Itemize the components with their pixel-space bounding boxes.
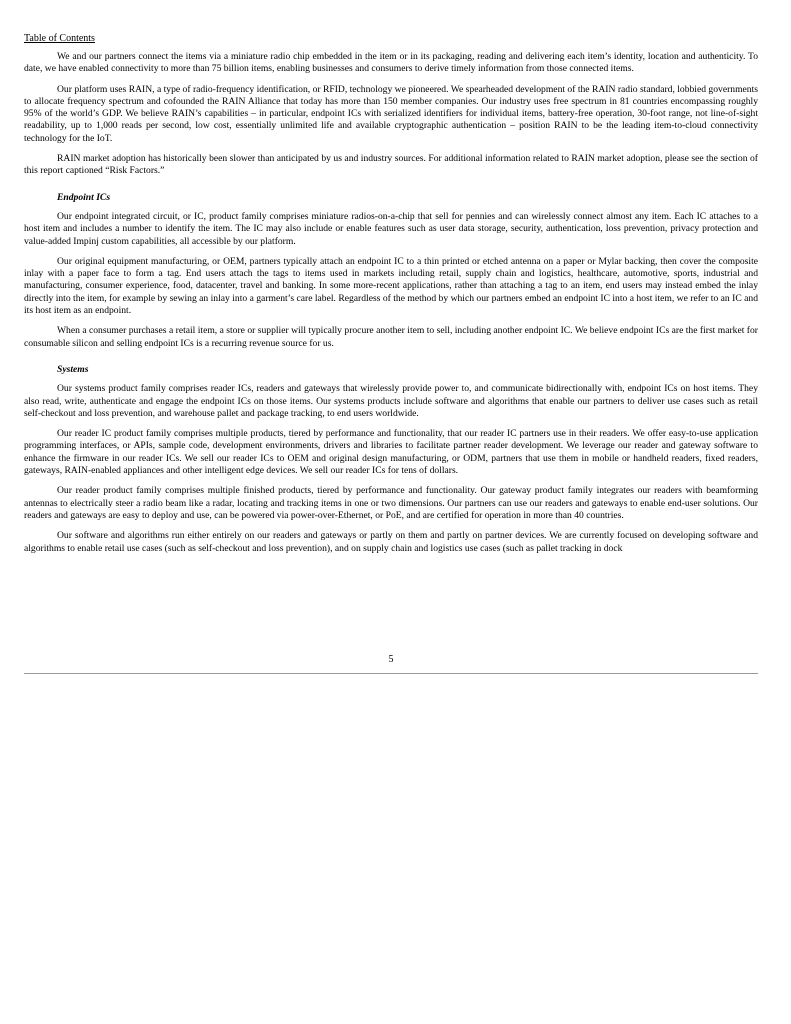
paragraph-reader-ic-family: Our reader IC product family comprises multiple products, tiered by performance and functionality, that our reader IC partners use in their readers. We offer easy-to-use application programming interfaces, or APIs, sample code, development environments, drivers and libraries to facilitate partner reader development. We leverage our reader and gateway software to enhance the firmware in our reader ICs. We sell our reader ICs to OEM and original design manufacturing, or ODM, partners that use them in mobile or handheld readers, fixed readers, gateways, RAIN-enabled appliances and other intelligent edge devices. We sell our reader ICs for tens of dollars. <box>24 428 758 477</box>
page-number: 5 <box>388 654 394 665</box>
paragraph-rain-adoption: RAIN market adoption has historically been slower than anticipated by us and industry sources. For additional information related to RAIN market adoption, please see the section of this report captioned “Risk Factors.” <box>24 153 758 177</box>
paragraph-rain-platform: Our platform uses RAIN, a type of radio-frequency identification, or RFID, technology we pioneered. We spearheaded development of the RAIN radio standard, lobbied governments to allocate frequency spectrum and cofounded the RAIN Alliance that today has more than 150 member companies. Our industry uses free spectrum in 81 countries encompassing roughly 95% of the world’s GDP. We believe RAIN’s capabilities – in particular, endpoint ICs with serialized identifiers for individual items, battery-free operation, 30-foot range, not line-of-sight readability, up to 1,000 reads per second, low cost, essentially unlimited life and available cryptographic authentication – position RAIN to be the leading item-to-cloud connectivity technology for the IoT. <box>24 83 758 144</box>
section-heading-systems: Systems <box>57 363 89 375</box>
section-heading-endpoint-ics: Endpoint ICs <box>57 191 111 203</box>
paragraph-endpoint-ic-family: Our endpoint integrated circuit, or IC, product family comprises miniature radios-on-a-chip that sell for pennies and can wirelessly connect almost any item. Each IC attaches to a host item and includes a number to identify the item. The IC may also include or enable features such as user data storage, security, authentication, loss prevention, privacy protection and value-added Impinj custom capabilities, all accessible by our platform. <box>24 210 758 247</box>
paragraph-reader-gateway-family: Our reader product family comprises multiple finished products, tiered by performance and functionality. Our gateway product family integrates our readers with beamforming antennas to electrically steer a radio beam like a radar, locating and tracking items in one or two dimensions. Our partners can use our readers and gateways to enable end-user solutions. Our readers and gateways are easy to deploy and use, can be powered via power-over-Ethernet, or PoE, and are certified for operation in more than 40 countries. <box>24 485 758 521</box>
document-page <box>24 28 758 563</box>
table-of-contents-link[interactable]: Table of Contents <box>24 33 95 44</box>
paragraph-systems-family: Our systems product family comprises reader ICs, readers and gateways that wirelessly provide power to, and communicate bidirectionally with, endpoint ICs on host items. They also read, write, authenticate and engage the endpoint ICs on those items. Our systems products include software and algorithms that enable our partners to deliver use cases such as retail self-checkout and loss prevention, and warehouse pallet and package tracking, to end users worldwide. <box>24 383 758 419</box>
paragraph-oem-partners: Our original equipment manufacturing, or OEM, partners typically attach an endpoint IC to a thin printed or etched antenna on a paper or Mylar backing, then cover the composite inlay with a paper face to form a tag. End users attach the tags to items used in markets including retail, supply chain and logistics, healthcare, automotive, sports, industrial and manufacturing, consumer experience, food, datacenter, travel and banking. In some more-recent applications, rather than attaching a tag to an item, end users may instead embed the inlay directly into the item, for example by sewing an inlay into a garment’s care label. Regardless of the method by which our partners embed an endpoint IC into a host item, we refer to an IC and its host item as an endpoint. <box>24 255 758 317</box>
paragraph-software-algorithms: Our software and algorithms run either entirely on our readers and gateways or partly on them and partly on partner devices. We are currently focused on developing software and algorithms to enable retail use cases (such as self-checkout and loss prevention), and on supply chain and logistics use cases (such as pallet tracking in dock <box>24 530 758 554</box>
page-divider <box>24 673 758 674</box>
paragraph-item-connectivity: We and our partners connect the items via a miniature radio chip embedded in the item or in its packaging, reading and delivering each item’s identity, location and authenticity. To date, we have enabled connectivity to more than 75 billion items, enabling businesses and consumers to derive timely information from those connected items. <box>24 51 758 75</box>
paragraph-consumable-silicon: When a consumer purchases a retail item, a store or supplier will typically procure another item to sell, including another endpoint IC. We believe endpoint ICs are the first market for consumable silicon and selling endpoint ICs is a recurring revenue source for us. <box>24 325 758 349</box>
